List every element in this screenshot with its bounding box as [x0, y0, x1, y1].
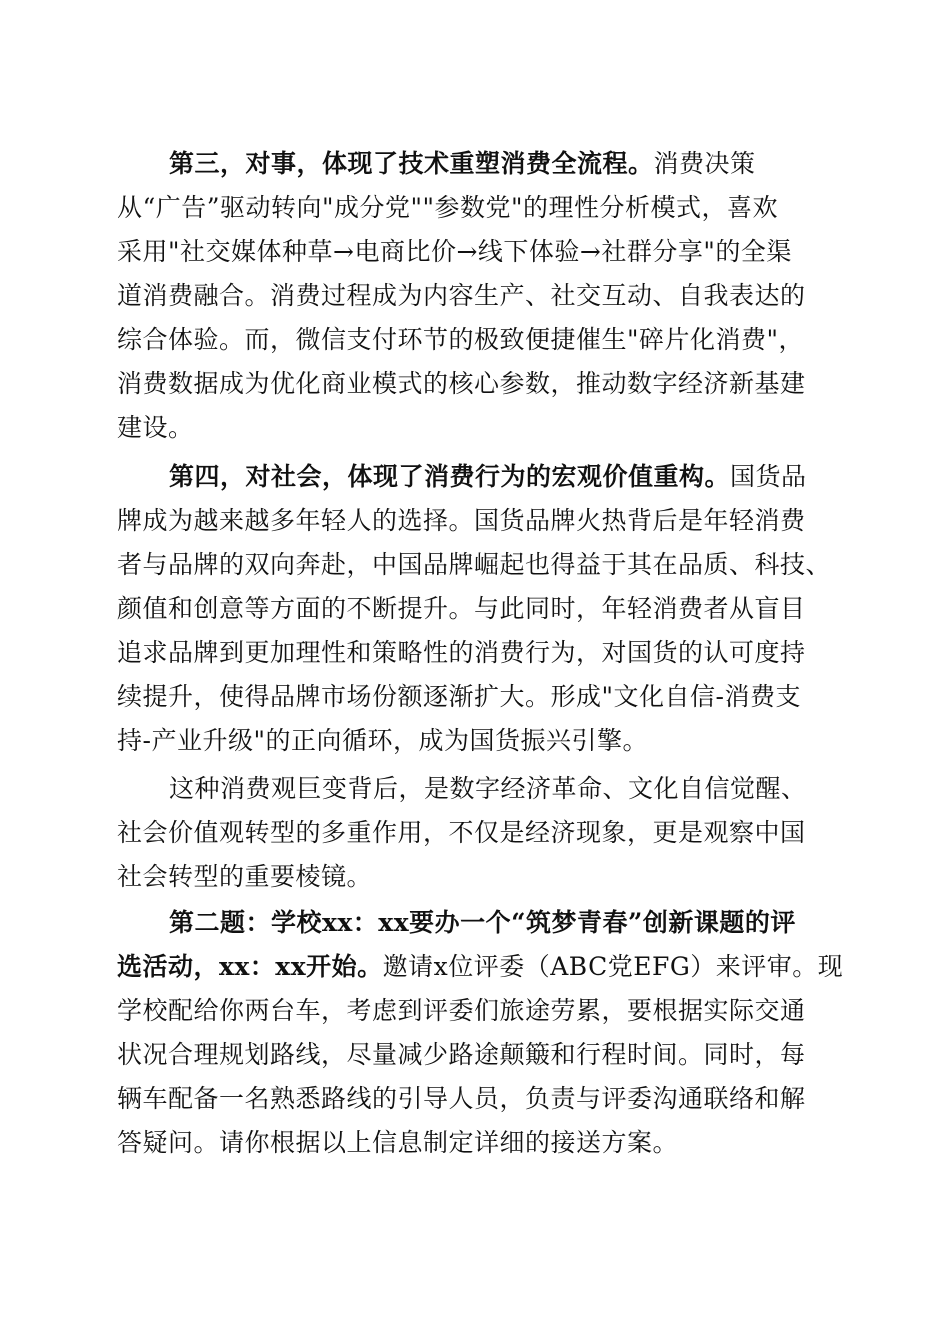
paragraph-line: 续提升，使得品牌市场份额逐渐扩大。形成"文化自信-消费支 [117, 682, 801, 711]
paragraph-line: 道消费融合。消费过程成为内容生产、社交互动、自我表达的 [117, 281, 806, 310]
paragraph-line [117, 455, 837, 499]
paragraph-text: 消费决策 [653, 149, 756, 178]
paragraph-line: 持-产业升级"的正向循环，成为国货振兴引擎。 [117, 726, 648, 755]
paragraph-line: 社会价值观转型的多重作用，不仅是经济现象，更是观察中国 [117, 818, 806, 847]
paragraph-line: 综合体验。而，微信支付环节的极致便捷催生"碎片化消费"， [117, 325, 805, 354]
paragraph-line [117, 142, 837, 186]
paragraph-heading: 第四，对社会，体现了消费行为的宏观价值重构。 [169, 462, 731, 491]
paragraph-heading: 第三，对事，体现了技术重塑消费全流程。 [169, 149, 654, 178]
paragraph-society [117, 455, 837, 763]
paragraph-line: 消费数据成为优化商业模式的核心参数，推动数字经济新基建 [117, 369, 806, 398]
paragraph-line [117, 945, 844, 989]
paragraph-question-two [117, 901, 844, 1165]
paragraph-line: 颜值和创意等方面的不断提升。与此同时，年轻消费者从盲目 [117, 594, 806, 623]
paragraph-line: 采用"社交媒体种草→电商比价→线下体验→社群分享"的全渠 [117, 237, 792, 266]
paragraph-heading-continued: 选活动，xx：xx开始。 [117, 952, 383, 981]
paragraph-line: 学校配给你两台车，考虑到评委们旅途劳累，要根据实际交通 [117, 996, 806, 1025]
paragraph-line: 状况合理规划路线，尽量减少路途颠簸和行程时间。同时，每 [117, 1040, 806, 1069]
paragraph-line: 建设。 [117, 413, 194, 442]
paragraph-line: 追求品牌到更加理性和策略性的消费行为，对国货的认可度持 [117, 638, 806, 667]
paragraph-line: 从“广告”驱动转向"成分党""参数党"的理性分析模式，喜欢 [117, 193, 779, 222]
paragraph-summary [117, 767, 837, 899]
paragraph-text: 邀请x位评委（ABC党EFG）来评审。现 [382, 952, 844, 981]
paragraph-heading: 第二题：学校xx：xx要办一个“筑梦青春”创新课题的评 [169, 908, 796, 937]
paragraph-line: 牌成为越来越多年轻人的选择。国货品牌火热背后是年轻消费 [117, 506, 806, 535]
paragraph-line: 答疑问。请你根据以上信息制定详细的接送方案。 [117, 1128, 679, 1157]
paragraph-line: 辆车配备一名熟悉路线的引导人员，负责与评委沟通联络和解 [117, 1084, 806, 1113]
paragraph-text: 国货品 [730, 462, 807, 491]
paragraph-line: 这种消费观巨变背后，是数字经济革命、文化自信觉醒、 [169, 774, 807, 803]
paragraph-line: 者与品牌的双向奔赴，中国品牌崛起也得益于其在品质、科技、 [117, 550, 832, 579]
paragraph-line: 社会转型的重要棱镜。 [117, 862, 373, 891]
paragraph-technology [117, 142, 837, 450]
